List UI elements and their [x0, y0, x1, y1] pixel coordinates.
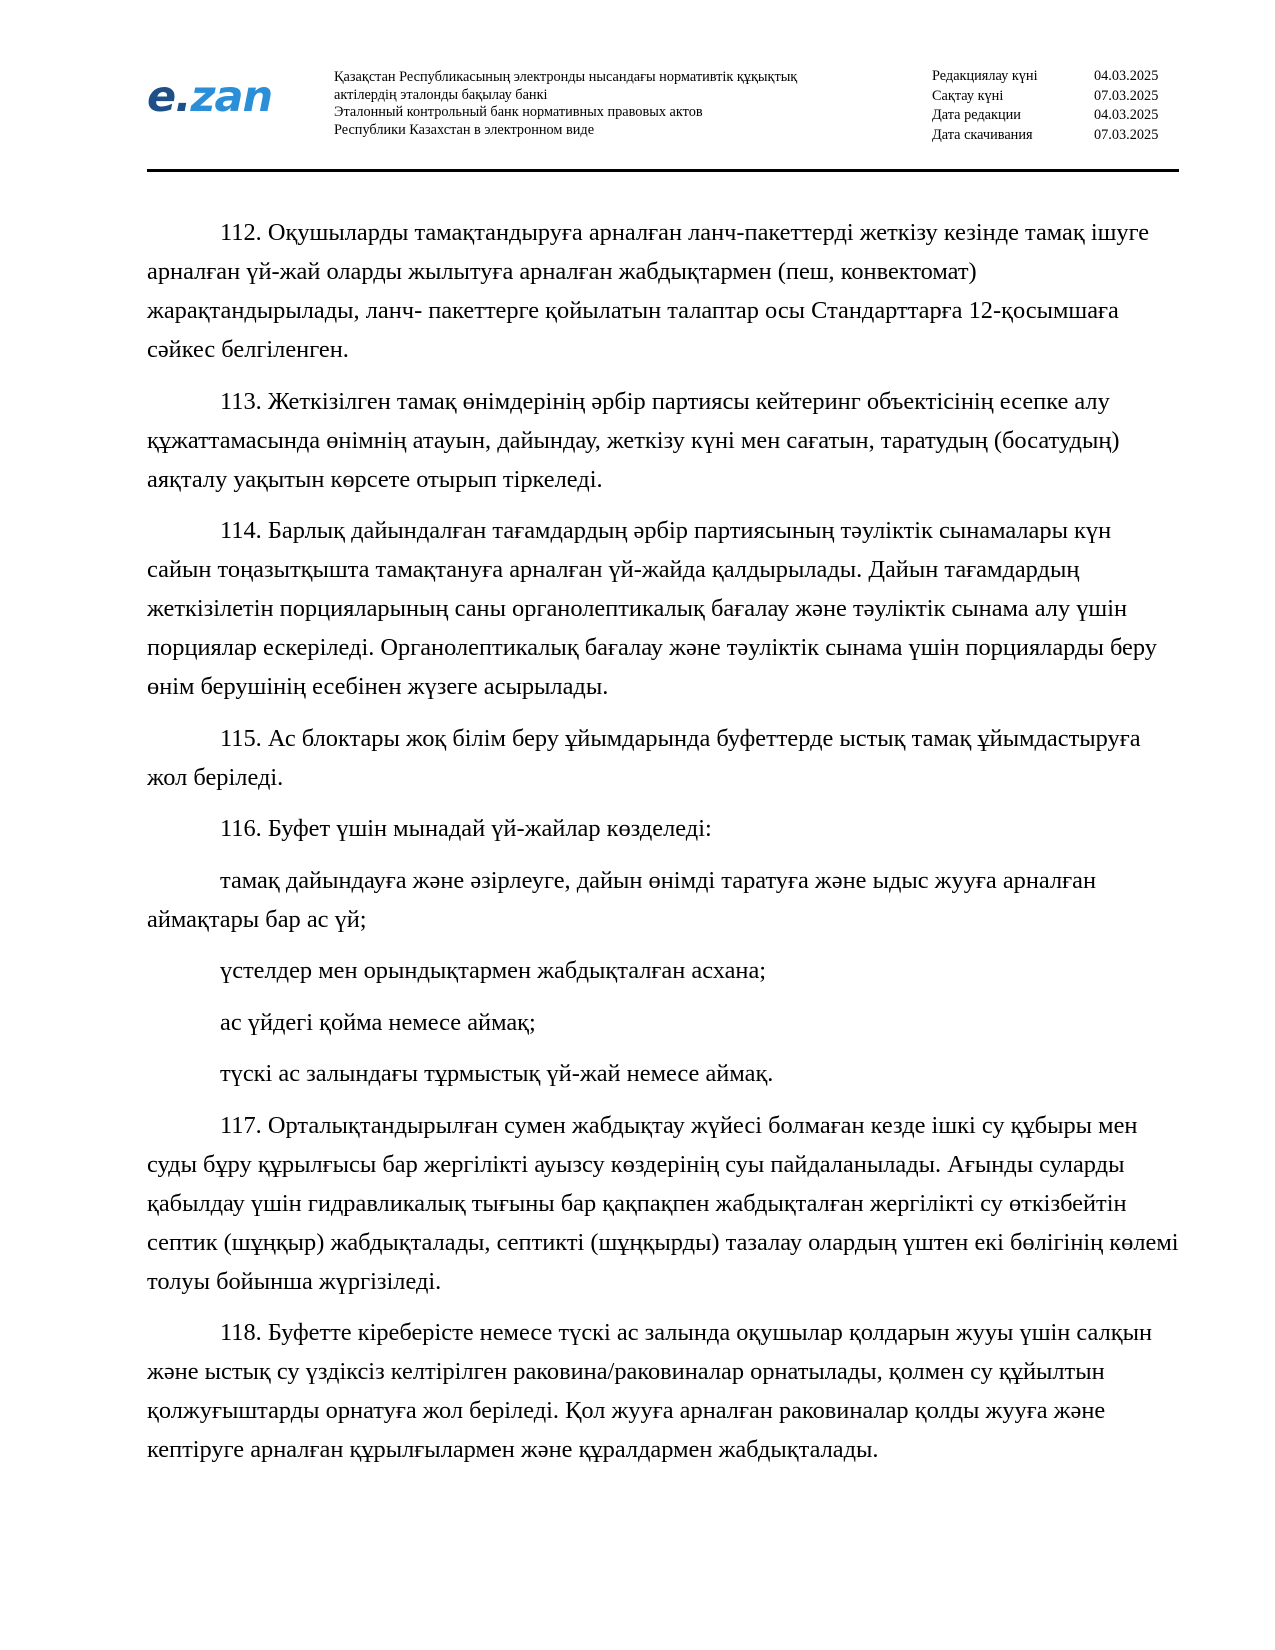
page-header: [147, 62, 1179, 170]
header-divider: [147, 169, 1179, 172]
list-item-dining-hall: үстелдер мен орындықтармен жабдықталған асхана;: [220, 957, 767, 984]
logo-text-e: e: [147, 72, 176, 122]
document-body: [147, 213, 1179, 1482]
list-item-kitchen: тамақ дайындауға және әзірлеуге, дайын өнімді таратуға және ыдыс жууға арналған аймақтары бар ас үй;: [147, 866, 1097, 933]
date-row: [932, 67, 1158, 87]
bank-title: [334, 69, 797, 139]
date-label: Дата скачивания: [932, 126, 1033, 143]
paragraph-118: 118. Буфетте кіреберісте немесе түскі ас залында оқушылар қолдарын жууы үшін салқын және ыстық су үздіксіз келтірілген раковина/раковиналар орнатылады, қолмен су құйылтын қолжуғыштарды орнатуға жол беріледі. Қол жууға арналған раковиналар қолды жууға және кептіруге арналған құрылғылармен және құралдармен жабдықталады.: [147, 1319, 1153, 1463]
bank-title-line: Республики Казахстан в электронном виде: [334, 121, 595, 138]
date-value: 07.03.2025: [1094, 87, 1159, 104]
paragraph-116: 116. Буфет үшін мынадай үй-жайлар көзделеді:: [220, 815, 712, 842]
paragraph-113: 113. Жеткізілген тамақ өнімдерінің әрбір партиясы кейтеринг объектісінің есепке алу құжаттамасында өнімнің атауын, дайындау, жеткізу күні мен сағатын, таратудың (босатудың) аяқталу уақытын көрсете отырып тіркеледі.: [147, 387, 1120, 493]
paragraph-117: 117. Орталықтандырылған сумен жабдықтау жүйесі болмаған кезде ішкі су құбыры мен суды бұру құрылғысы бар жергілікті ауызсу көздерінің суы пайдаланылады. Ағынды суларды қабылдау үшін гидравликалық тығыны бар қақпақпен жабдықталған жергілікті су өткізбейтін септик (шұңқыр) жабдықталады, септикті (шұңқырды) тазалау олардың үштен екі бөлігінің көлемі толуы бойынша жүргізіледі.: [147, 1111, 1179, 1295]
logo-text-dot: .: [175, 72, 191, 122]
logo-text-zan: zan: [190, 72, 273, 122]
date-label: Дата редакции: [932, 107, 1021, 123]
date-value: 04.03.2025: [1094, 68, 1159, 84]
document-dates: [932, 67, 1158, 145]
paragraph-112: 112. Оқушыларды тамақтандыруға арналған ланч-пакеттерді жеткізу кезінде тамақ ішуге арналған үй-жай оларды жылытуға арналған жабдықтармен (пеш, конвектомат) жарақтандырылады, ланч- пакеттерге қойылатын талаптар осы Стандарттарға 12-қосымшаға сәйкес белгіленген.: [147, 219, 1150, 363]
date-row: [932, 106, 1158, 126]
bank-title-line: Эталонный контрольный банк нормативных правовых актов: [334, 104, 703, 120]
paragraph-114: 114. Барлық дайындалған тағамдардың әрбір партиясының тәуліктік сынамалары күн сайын тоңазытқышта тамақтануға арналған үй-жайда қалдырылады. Дайын тағамдардың жеткізілетін порцияларының саны органолептикалық бағалау және тәуліктік сынама алу үшін порциялар ескеріледі. Органолептикалық бағалау және тәуліктік сынама үшін порцияларды беру өнім берушінің есебінен жүзеге асырылады.: [147, 517, 1157, 700]
ezan-logo: [147, 72, 273, 122]
date-row: [932, 87, 1158, 107]
paragraph-115: 115. Ас блоктары жоқ білім беру ұйымдарында буфеттерде ыстық тамақ ұйымдастыруға жол беріледі.: [147, 724, 1141, 791]
list-item-utility-room: түскі ас залындағы тұрмыстық үй-жай немесе аймақ.: [220, 1060, 774, 1087]
date-value: 04.03.2025: [1094, 107, 1159, 123]
date-row: [932, 126, 1158, 146]
bank-title-line: Қазақстан Республикасының электронды нысандағы нормативтік құқықтық: [334, 69, 798, 85]
date-label: Редакциялау күні: [932, 68, 1038, 84]
bank-title-line: актілердің эталонды бақылау банкі: [334, 86, 548, 103]
list-item-storage: ас үйдегі қойма немесе аймақ;: [220, 1008, 536, 1036]
date-value: 07.03.2025: [1094, 126, 1159, 143]
date-label: Сақтау күні: [932, 87, 1004, 104]
